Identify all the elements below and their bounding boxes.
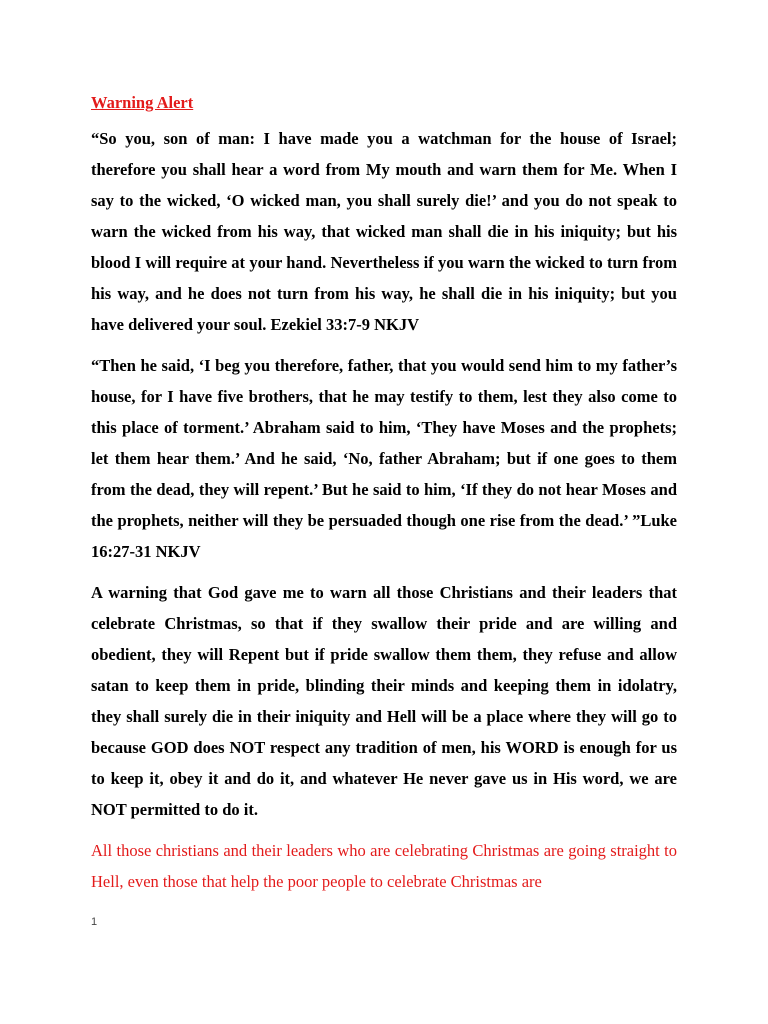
paragraph-ezekiel: “So you, son of man: I have made you a watchman for the house of Israel; therefore you shall hear a word from My mouth and warn them for Me. When I say to the wicked, ‘O wicked man, you shall surely die!’ and you do not speak to warn the wicked from his way, that wicked man shall die in his iniquity; but his blood I will require at your hand. Nevertheless if you warn the wicked to turn from his way, and he does not turn from his way, he shall die in his iniquity; but you have delivered your soul. Ezekiel 33:7-9 NKJV (91, 129, 677, 334)
paragraph-christmas-warning: All those christians and their leaders who are celebrating Christmas are going straight to Hell, even those that help the poor people to celebrate Christmas are (91, 841, 677, 891)
paragraph-warning: A warning that God gave me to warn all those Christians and their leaders that celebrate Christmas, so that if they swallow their pride and are willing and obedient, they will Repent but if pride swallow them them, they refuse and allow satan to keep them in pride, blinding their minds and keeping them in idolatry, they shall surely die in their iniquity and Hell will be a place where they will go to because GOD does NOT respect any tradition of men, his WORD is enough for us to keep it, obey it and do it, and whatever He never gave us in His word, we are NOT permitted to do it. (91, 583, 677, 819)
document-heading: Warning Alert (91, 93, 194, 112)
paragraph-luke: “Then he said, ‘I beg you therefore, father, that you would send him to my father’s house, for I have five brothers, that he may testify to them, lest they also come to this place of torment.’ Abraham said to him, ‘They have Moses and the prophets; let them hear them.’ And he said, ‘No, father Abraham; but if one goes to them from the dead, they will repent.’ But he said to him, ‘If they do not hear Moses and the prophets, neither will they be persuaded though one rise from the dead.’ ”Luke 16:27-31 NKJV (91, 356, 677, 561)
page-number: 1 (91, 916, 98, 928)
